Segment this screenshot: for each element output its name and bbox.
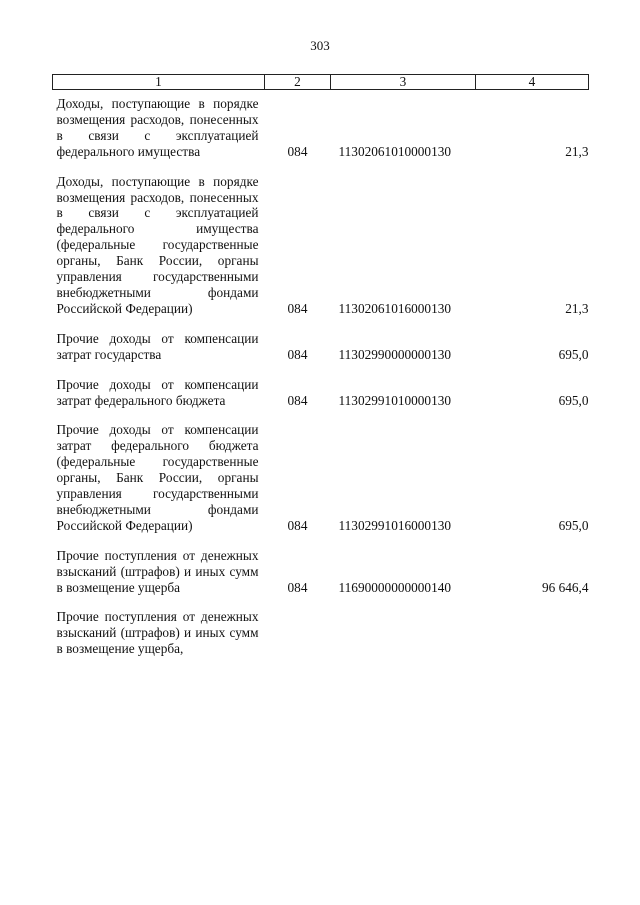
row-description: Прочие доходы от компенсации затрат федерального бюджета (федеральные государственные органы, Банк России, органы управления государственными внебюджетными фондами Российской Федерации)	[56, 422, 259, 533]
table-row	[53, 331, 589, 377]
row-admin-code: 084	[287, 579, 308, 595]
row-admin-code: 084	[287, 517, 308, 533]
column-header-2: 2	[265, 75, 331, 90]
row-amount: 21,3	[565, 143, 589, 159]
row-admin-code	[265, 609, 331, 657]
row-description: Доходы, поступающие в порядке возмещения расходов, понесенных в связи с эксплуатацией федерального имущества (федеральные государственные органы, Банк России, органы управления государственными внебюджетными фондами Российской Федерации)	[56, 173, 259, 316]
row-amount: 21,3	[565, 300, 589, 316]
revenue-table	[52, 74, 589, 657]
row-description: Прочие поступления от денежных взысканий (штрафов) и иных сумм в возмещение ущерба	[56, 547, 259, 595]
column-header-4: 4	[476, 75, 589, 90]
row-admin-code: 084	[287, 143, 308, 159]
table-row	[53, 609, 589, 657]
row-kbk-code: 11690000000000140	[338, 579, 452, 595]
row-admin-code: 084	[287, 300, 308, 316]
column-header-3: 3	[331, 75, 476, 90]
page-number: 303	[310, 38, 330, 53]
row-description: Доходы, поступающие в порядке возмещения расходов, понесенных в связи с эксплуатацией федерального имущества	[56, 96, 259, 159]
table-header-row	[53, 75, 589, 90]
row-kbk-code: 11302061016000130	[338, 300, 452, 316]
table-row	[53, 174, 589, 331]
table-row	[53, 422, 589, 547]
table-row	[53, 548, 589, 610]
table-row	[53, 377, 589, 423]
row-kbk-code: 11302061010000130	[338, 143, 452, 159]
row-kbk-code	[331, 609, 476, 657]
table-row	[53, 90, 589, 174]
row-amount: 96 646,4	[541, 579, 589, 595]
row-description: Прочие поступления от денежных взысканий (штрафов) и иных сумм в возмещение ущерба,	[56, 609, 259, 657]
row-description: Прочие доходы от компенсации затрат федерального бюджета	[56, 376, 259, 408]
row-kbk-code: 11302991010000130	[338, 392, 452, 408]
row-amount: 695,0	[558, 346, 589, 362]
row-admin-code: 084	[287, 392, 308, 408]
row-description: Прочие доходы от компенсации затрат государства	[56, 330, 259, 362]
row-admin-code: 084	[287, 346, 308, 362]
row-kbk-code: 11302990000000130	[338, 346, 452, 362]
row-kbk-code: 11302991016000130	[338, 517, 452, 533]
column-header-1: 1	[53, 75, 265, 90]
row-amount: 695,0	[558, 392, 589, 408]
row-amount: 695,0	[558, 517, 589, 533]
row-amount	[476, 609, 589, 657]
